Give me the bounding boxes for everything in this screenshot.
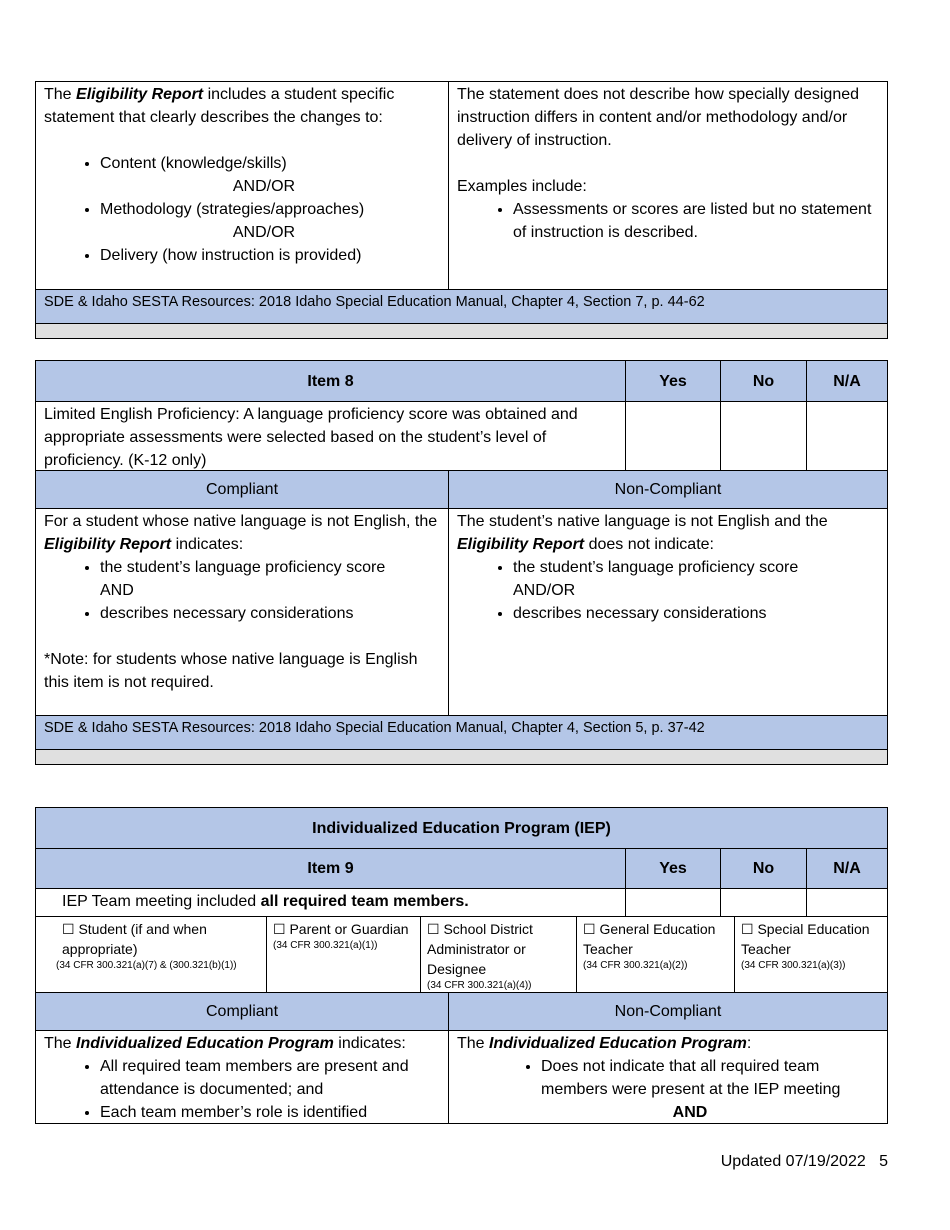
no-box[interactable] xyxy=(720,402,806,470)
checkbox-icon[interactable]: ☐ xyxy=(583,921,596,937)
member-citation: (34 CFR 300.321(a)(4)) xyxy=(427,980,532,991)
list-item: • Does not indicate that all required team members were present at the IEP meeting xyxy=(541,1055,879,1101)
andor-text: AND/OR xyxy=(232,178,296,195)
text: The xyxy=(44,86,77,103)
member-citation: (34 CFR 300.321(a)(3)) xyxy=(741,960,846,971)
member-label: Special Education Teacher xyxy=(741,921,870,957)
item-question: Limited English Proficiency: A language proficiency score was obtained and appropriate assessments were selected based on the student’s level of proficiency. (K-12 only) xyxy=(44,406,578,469)
text: indicates: xyxy=(171,536,244,553)
member-special-teacher[interactable] xyxy=(734,917,887,992)
list-item: • describes necessary considerations xyxy=(513,602,879,625)
compliant-header: Compliant xyxy=(205,481,279,498)
compliant-cell xyxy=(36,82,448,289)
list-item: • Methodology (strategies/approaches) xyxy=(100,198,440,221)
noncompliant-cell xyxy=(448,1031,887,1123)
noncompliant-header: Non-Compliant xyxy=(448,993,887,1030)
na-box[interactable] xyxy=(806,889,887,916)
compliant-list xyxy=(44,556,440,625)
compliant-list xyxy=(44,1055,440,1124)
item-question xyxy=(36,889,625,916)
yes-header: Yes xyxy=(625,849,720,888)
eligibility-report-term: Eligibility Report xyxy=(44,536,172,553)
member-citation: (34 CFR 300.321(a)(1)) xyxy=(273,940,378,951)
and-text: AND xyxy=(100,582,134,599)
na-box[interactable] xyxy=(806,402,887,470)
member-label: Parent or Guardian xyxy=(289,921,409,937)
list-item: • describes necessary considerations xyxy=(100,602,440,625)
item8-table xyxy=(35,360,888,765)
member-general-teacher[interactable] xyxy=(576,917,734,992)
and-text: AND xyxy=(672,1104,708,1121)
text: For a student whose native language is not English, the xyxy=(44,513,438,530)
page-footer xyxy=(721,1153,888,1171)
member-administrator[interactable] xyxy=(420,917,576,992)
na-header: N/A xyxy=(806,849,887,888)
examples-list xyxy=(457,198,879,244)
no-header: No xyxy=(720,849,806,888)
list-item xyxy=(100,556,440,602)
andor-text: AND/OR xyxy=(232,224,296,241)
text: does not indicate: xyxy=(584,536,714,553)
member-citation: (34 CFR 300.321(a)(7) & (300.321(b)(1)) xyxy=(56,960,237,971)
page-number: 5 xyxy=(879,1153,888,1170)
yes-box[interactable] xyxy=(625,889,720,916)
updated-date: Updated 07/19/2022 xyxy=(720,1153,866,1170)
text: The xyxy=(44,1035,77,1052)
checkbox-icon[interactable]: ☐ xyxy=(273,921,286,937)
list-item: • Assessments or scores are listed but no statement of instruction is described. xyxy=(513,198,879,244)
noncompliant-list xyxy=(457,556,879,625)
list-item: • Each team member’s role is identified xyxy=(100,1101,440,1124)
no-header: No xyxy=(720,361,806,401)
member-citation: (34 CFR 300.321(a)(2)) xyxy=(583,960,688,971)
andor-text: AND/OR xyxy=(513,582,576,599)
checkbox-icon[interactable]: ☐ xyxy=(741,921,754,937)
list-item: • Delivery (how instruction is provided) xyxy=(100,244,440,267)
item-title: Item 9 xyxy=(307,860,354,877)
bold-text: all required team members. xyxy=(260,893,469,910)
text: The student’s native language is not English and the xyxy=(457,513,828,530)
member-student[interactable] xyxy=(36,917,266,992)
text: The statement does not describe how specially designed instruction differs in content and/or methodology and/or delivery of instruction. xyxy=(457,86,860,149)
compliant-header: Compliant xyxy=(205,1003,279,1020)
iep-table xyxy=(35,807,888,1124)
spacer-row xyxy=(36,749,887,764)
noncompliant-list xyxy=(457,1055,879,1101)
iep-term: Individualized Education Program xyxy=(76,1035,334,1052)
changes-list xyxy=(44,152,440,175)
text: the student’s language proficiency score xyxy=(513,559,799,576)
text: the student’s language proficiency score xyxy=(100,559,386,576)
spacer-row xyxy=(36,323,887,338)
eligibility-report-term: Eligibility Report xyxy=(457,536,585,553)
changes-list xyxy=(44,198,440,221)
member-parent[interactable] xyxy=(266,917,420,992)
yes-header: Yes xyxy=(625,361,720,401)
list-item: • Content (knowledge/skills) xyxy=(100,152,440,175)
member-label: Student (if and when appropriate) xyxy=(62,921,207,957)
noncompliant-header: Non-Compliant xyxy=(448,471,887,508)
yes-box[interactable] xyxy=(625,402,720,470)
na-header: N/A xyxy=(806,361,887,401)
resources-text: SDE & Idaho SESTA Resources: 2018 Idaho Special Education Manual, Chapter 4, Section 5, p. 37-42 xyxy=(44,720,705,736)
section7-table xyxy=(35,81,888,339)
resources-text: SDE & Idaho SESTA Resources: 2018 Idaho Special Education Manual, Chapter 4, Section 7, p. 44-62 xyxy=(44,294,705,310)
eligibility-report-term: Eligibility Report xyxy=(76,86,204,103)
list-item: • All required team members are present and attendance is documented; and xyxy=(100,1055,440,1101)
text: includes a student specific statement that clearly describes the changes to: xyxy=(44,86,395,126)
text: indicates: xyxy=(333,1035,406,1052)
text: The xyxy=(457,1035,490,1052)
checkbox-icon[interactable]: ☐ xyxy=(427,921,440,937)
text: IEP Team meeting included xyxy=(62,893,261,910)
compliant-cell xyxy=(36,509,448,715)
member-label: School District Administrator or Designee xyxy=(427,921,533,977)
note-text: *Note: for students whose native language is English this item is not required. xyxy=(44,651,418,691)
section-title: Individualized Education Program (IEP) xyxy=(312,819,611,837)
changes-list xyxy=(44,244,440,267)
compliant-cell xyxy=(36,1031,448,1123)
examples-label: Examples include: xyxy=(457,178,587,195)
iep-term: Individualized Education Program xyxy=(489,1035,747,1052)
noncompliant-cell xyxy=(448,82,887,289)
list-item xyxy=(513,556,879,602)
no-box[interactable] xyxy=(720,889,806,916)
member-label: General Education Teacher xyxy=(583,921,716,957)
item-title: Item 8 xyxy=(307,372,354,390)
text: : xyxy=(746,1035,752,1052)
noncompliant-cell xyxy=(448,509,887,715)
checkbox-icon[interactable]: ☐ xyxy=(62,921,75,937)
